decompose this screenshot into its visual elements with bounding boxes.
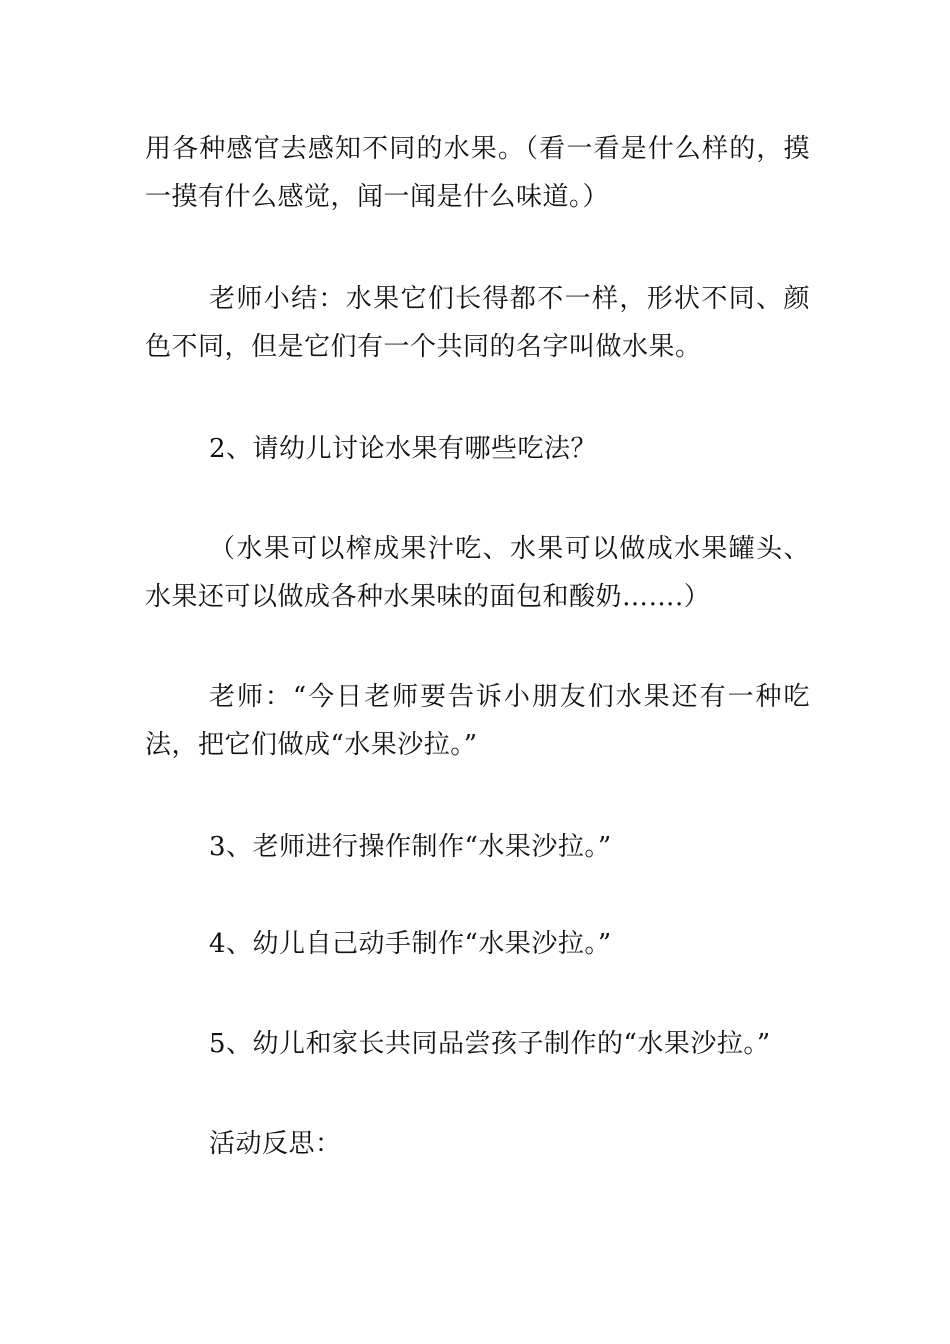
paragraph-teacher-summary: 老师小结：水果它们长得都不一样，形状不同、颜色不同，但是它们有一个共同的名字叫做水果。: [145, 284, 810, 362]
paragraph-step-3: 3、老师进行操作制作“水果沙拉。”: [209, 832, 612, 862]
section-heading-reflection: 活动反思：: [209, 1129, 342, 1159]
paragraph-step-5: 5、幼儿和家长共同品尝孩子制作的“水果沙拉。”: [209, 1029, 771, 1059]
paragraph-ways-to-eat: （水果可以榨成果汁吃、水果可以做成水果罐头、水果还可以做成各种水果味的面包和酸奶…….）: [145, 534, 810, 612]
paragraph-step-4: 4、幼儿自己动手制作“水果沙拉。”: [209, 929, 612, 959]
paragraph-sensing-fruits: 用各种感官去感知不同的水果。（看一看是什么样的，摸一摸有什么感觉，闻一闻是什么味道。）: [145, 134, 810, 212]
paragraph-step-2: 2、请幼儿讨论水果有哪些吃法？: [209, 434, 598, 464]
paragraph-teacher-quote: 老师：“今日老师要告诉小朋友们水果还有一种吃法，把它们做成“水果沙拉。”: [145, 682, 810, 760]
